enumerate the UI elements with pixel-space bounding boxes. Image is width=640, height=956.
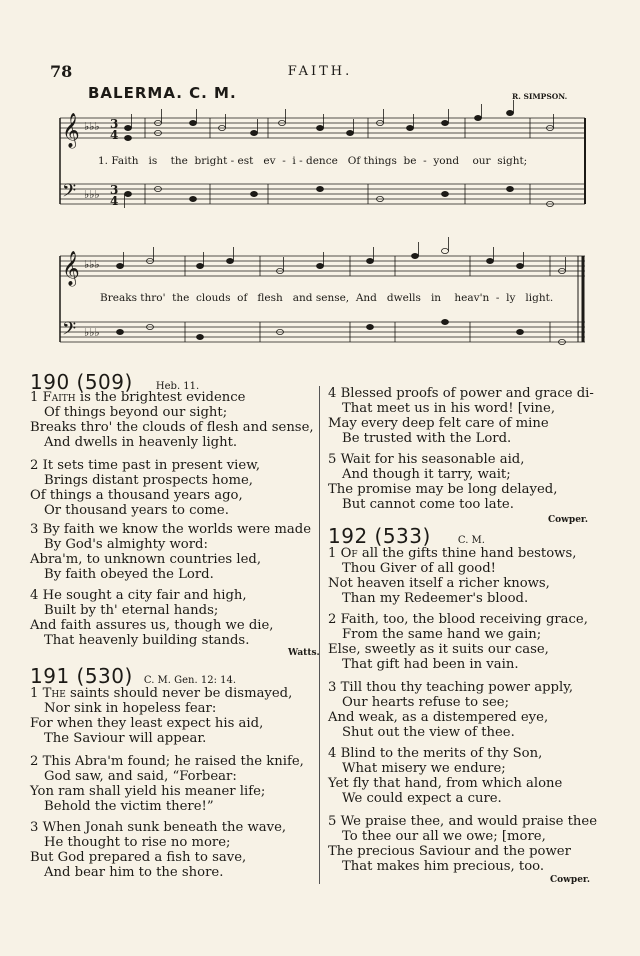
hymn-191-verse-4 xyxy=(328,386,594,446)
flat-icon: ♭♭♭ xyxy=(84,120,100,133)
verse-line: And weak, as a distempered eye, xyxy=(328,710,549,725)
verse-line: The promise may be long delayed, xyxy=(328,482,558,497)
verse-line: Of things beyond our sight; xyxy=(44,405,228,420)
music-score xyxy=(50,100,590,360)
hymn-number: 190 (509) xyxy=(30,370,133,394)
verse-line: God saw, and said, “Forbear: xyxy=(44,769,237,784)
verse-line: And though it tarry, wait; xyxy=(342,467,511,482)
time-signature: 3 xyxy=(110,183,119,197)
verse-line: Brings distant prospects home, xyxy=(44,473,253,488)
hymn-190-verse-2 xyxy=(30,458,260,518)
verse-line: That gift had been in vain. xyxy=(342,657,519,672)
verse-line: The precious Saviour and the power xyxy=(328,844,571,859)
bass-staff-2 xyxy=(60,322,585,342)
lyric-line-1: 1. Faith is the bright - est ev - i - dence Of things be - yond our sight; xyxy=(98,155,528,167)
verse-line: Behold the victim there!” xyxy=(44,799,214,814)
verse-number: 4 xyxy=(30,588,39,603)
verse-number: 2 xyxy=(328,612,337,627)
first-word: The xyxy=(42,686,66,701)
verse-line: Faith, too, the blood receiving grace, xyxy=(340,612,588,627)
verse-line: By God's almighty word: xyxy=(44,537,208,552)
verse-line: all the gifts thine hand bestows, xyxy=(357,546,577,561)
verse-line: For when they least expect his aid, xyxy=(30,716,264,731)
hymn-number: 192 (533) xyxy=(328,524,431,548)
hymn-191-heading xyxy=(30,664,236,688)
verse-line: Shut out the view of thee. xyxy=(342,725,515,740)
verse-line: Yet fly that hand, from which alone xyxy=(328,776,563,791)
flat-icon: ♭♭♭ xyxy=(84,188,100,201)
verse-line: Not heaven itself a richer knows, xyxy=(328,576,550,591)
verse-line: What misery we endure; xyxy=(342,761,506,776)
verse-line: Yon ram shall yield his meaner life; xyxy=(30,784,266,799)
bass-clef-icon: 𝄢 xyxy=(62,319,77,344)
time-signature: 4 xyxy=(110,128,119,142)
verse-number: 5 xyxy=(328,452,337,467)
page-number: 78 xyxy=(50,62,73,81)
verse-line: Nor sink in hopeless fear: xyxy=(44,701,217,716)
hymn-192-heading xyxy=(328,524,485,548)
author-credit: Cowper. xyxy=(548,515,588,525)
verse-number: 2 xyxy=(30,754,39,769)
hymn-reference: C. M. Gen. 12: 14. xyxy=(143,675,237,686)
flat-icon: ♭♭♭ xyxy=(84,258,100,271)
verse-line: Or thousand years to come. xyxy=(44,503,229,518)
verse-line: By faith obeyed the Lord. xyxy=(44,567,214,582)
verse-line: Of things a thousand years ago, xyxy=(30,488,243,503)
verse-line: Than my Redeemer's blood. xyxy=(342,591,529,606)
verse-line: We praise thee, and would praise thee xyxy=(340,814,597,829)
verse-line: This Abra'm found; he raised the knife, xyxy=(42,754,304,769)
hymn-192-verse-1 xyxy=(328,546,576,606)
verse-line: Be trusted with the Lord. xyxy=(342,431,512,446)
author-credit: Watts. xyxy=(288,648,320,658)
bass-clef-icon: 𝄢 xyxy=(62,181,77,206)
hymn-191-verse-3 xyxy=(30,820,286,880)
hymn-190-verse-4 xyxy=(30,588,274,648)
treble-clef-icon: 𝄞 xyxy=(62,113,80,148)
composer: R. SIMPSON. xyxy=(512,92,568,101)
verse-number: 1 xyxy=(328,546,337,561)
verse-number: 4 xyxy=(328,386,337,401)
verse-line: Abra'm, to unknown countries led, xyxy=(30,552,262,567)
verse-line: When Jonah sunk beneath the wave, xyxy=(42,820,287,835)
verse-number: 3 xyxy=(30,820,39,835)
time-signature: 3 xyxy=(110,117,119,131)
first-word: Faith xyxy=(42,390,76,405)
verse-line: is the brightest evidence xyxy=(75,390,246,405)
hymn-reference: Heb. 11. xyxy=(155,381,200,392)
verse-line: saints should never be dismayed, xyxy=(65,686,293,701)
running-head: FAITH. xyxy=(287,64,353,79)
verse-line: May every deep felt care of mine xyxy=(328,416,549,431)
hymn-192-verse-5 xyxy=(328,814,597,874)
verse-line: He thought to rise no more; xyxy=(44,835,231,850)
hymn-meter: C. M. xyxy=(457,535,485,546)
verse-line: Breaks thro' the clouds of flesh and sense, xyxy=(30,420,314,435)
hymn-192-verse-4 xyxy=(328,746,562,806)
verse-number: 1 xyxy=(30,390,39,405)
verse-line: Till thou thy teaching power apply, xyxy=(340,680,574,695)
hymn-191-verse-2 xyxy=(30,754,304,814)
verse-line: By faith we know the worlds were made xyxy=(42,522,312,537)
verse-number: 4 xyxy=(328,746,337,761)
verse-line: Blessed proofs of power and grace di- xyxy=(340,386,594,401)
first-word: Of xyxy=(340,546,358,561)
time-signature: 4 xyxy=(110,194,119,208)
verse-line: But cannot come too late. xyxy=(342,497,514,512)
author-credit: Cowper. xyxy=(550,875,590,885)
verse-line: To thee our all we owe; [more, xyxy=(342,829,546,844)
verse-line: That meet us in his word! [vine, xyxy=(342,401,556,416)
verse-line: That heavenly building stands. xyxy=(44,633,250,648)
verse-line: He sought a city fair and high, xyxy=(42,588,247,603)
verse-number: 5 xyxy=(328,814,337,829)
hymn-191-verse-5 xyxy=(328,452,557,512)
hymn-191-verse-1 xyxy=(30,686,292,746)
verse-line: Wait for his seasonable aid, xyxy=(340,452,525,467)
hymn-192-verse-2 xyxy=(328,612,588,672)
clefs xyxy=(62,113,118,344)
verse-line: Blind to the merits of thy Son, xyxy=(340,746,543,761)
verse-line: And bear him to the shore. xyxy=(44,865,224,880)
verse-line: We could expect a cure. xyxy=(342,791,502,806)
notes xyxy=(117,100,566,345)
verse-line: From the same hand we gain; xyxy=(342,627,542,642)
hymn-190-verse-3 xyxy=(30,522,311,582)
verse-line: Our hearts refuse to see; xyxy=(342,695,510,710)
hymn-192-verse-3 xyxy=(328,680,573,740)
tune-name: BALERMA. C. M. xyxy=(88,84,237,102)
verse-number: 2 xyxy=(30,458,39,473)
verse-line: And faith assures us, though we die, xyxy=(30,618,274,633)
verse-line: Else, sweetly as it suits our case, xyxy=(328,642,549,657)
column-divider xyxy=(319,386,320,884)
treble-clef-icon: 𝄞 xyxy=(62,251,80,286)
verse-number: 3 xyxy=(30,522,39,537)
verse-line: The Saviour will appear. xyxy=(44,731,207,746)
verse-line: Thou Giver of all good! xyxy=(342,561,496,576)
verse-number: 3 xyxy=(328,680,337,695)
lyric-line-2: Breaks thro' the clouds of flesh and sense, And dwells in heav'n - ly light. xyxy=(100,292,554,304)
verse-number: 1 xyxy=(30,686,39,701)
verse-line: Built by th' eternal hands; xyxy=(44,603,219,618)
verse-line: And dwells in heavenly light. xyxy=(44,435,238,450)
verse-line: It sets time past in present view, xyxy=(42,458,261,473)
flat-icon: ♭♭♭ xyxy=(84,326,100,339)
hymn-number: 191 (530) xyxy=(30,664,133,688)
verse-line: That makes him precious, too. xyxy=(342,859,545,874)
hymn-190-verse-1 xyxy=(30,390,314,450)
verse-line: But God prepared a fish to save, xyxy=(30,850,247,865)
